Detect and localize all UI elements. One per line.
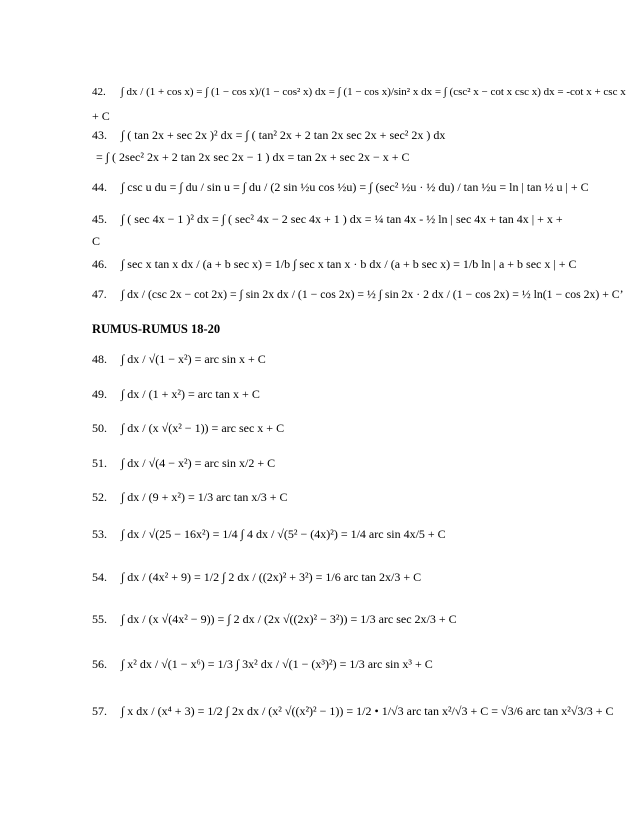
formula-text: ∫ dx / (csc 2x − cot 2x) = ∫ sin 2x dx / (1 − cos 2x) = ½ ∫ sin 2x · 2 dx / (1 − cos 2x) = ½ ln(1 − cos 2x) + C’ — [120, 288, 624, 301]
formula-50 — [92, 421, 284, 435]
formula-45-continued — [92, 234, 100, 248]
formula-43 — [92, 128, 445, 142]
formula-48 — [92, 352, 266, 366]
formula-number: 46. — [92, 257, 107, 271]
formula-number: 56. — [92, 657, 107, 671]
formula-text: ∫ dx / √(25 − 16x²) = 1/4 ∫ 4 dx / √(5² − (4x)²) = 1/4 arc sin 4x/5 + C — [121, 527, 446, 541]
formula-42 — [92, 85, 626, 99]
formula-number: 52. — [92, 490, 107, 504]
formula-52 — [92, 490, 288, 504]
formula-number: 44. — [92, 180, 107, 194]
formula-text: ∫ sec x tan x dx / (a + b sec x) = 1/b ∫ sec x tan x · b dx / (a + b sec x) = 1/b ln | a + b sec x | + C — [121, 257, 577, 271]
formula-text: ∫ dx / √(1 − x²) = arc sin x + C — [121, 352, 266, 366]
formula-number: 49. — [92, 387, 107, 401]
formula-45 — [92, 212, 563, 226]
formula-42-continued — [92, 109, 110, 123]
formula-text: + C — [92, 109, 110, 123]
formula-text: ∫ dx / (x √(x² − 1)) = arc sec x + C — [121, 421, 285, 435]
formula-text: ∫ ( tan 2x + sec 2x )² dx = ∫ ( tan² 2x + 2 tan 2x sec 2x + sec² 2x ) dx — [121, 128, 446, 142]
formula-number: 50. — [92, 421, 107, 435]
formula-number: 51. — [92, 456, 107, 470]
formula-number: 48. — [92, 352, 107, 366]
formula-57 — [92, 704, 614, 718]
formula-number: 57. — [92, 704, 107, 718]
formula-text: ∫ x² dx / √(1 − x⁶) = 1/3 ∫ 3x² dx / √(1 − (x³)²) = 1/3 arc sin x³ + C — [121, 657, 433, 671]
formula-56 — [92, 657, 433, 671]
formula-text: ∫ dx / (9 + x²) = 1/3 arc tan x/3 + C — [121, 490, 288, 504]
formula-text: ∫ ( sec 4x − 1 )² dx = ∫ ( sec² 4x − 2 sec 4x + 1 ) dx = ¼ tan 4x - ½ ln | sec 4x + tan 4x | + x + — [121, 212, 563, 226]
formula-text: ∫ csc u du = ∫ du / sin u = ∫ du / (2 sin ½u cos ½u) = ∫ (sec² ½u · ½ du) / tan ½u = ln | tan ½ u | + C — [121, 180, 589, 194]
formula-53 — [92, 527, 446, 541]
formula-text: ∫ dx / (1 + x²) = arc tan x + C — [121, 387, 260, 401]
formula-text: ∫ dx / (4x² + 9) = 1/2 ∫ 2 dx / ((2x)² + 3²) = 1/6 arc tan 2x/3 + C — [121, 570, 422, 584]
formula-number: 54. — [92, 570, 107, 584]
formula-55 — [92, 612, 457, 626]
formula-number: 55. — [92, 612, 107, 626]
formula-text: = ∫ ( 2sec² 2x + 2 tan 2x sec 2x − 1 ) dx = tan 2x + sec 2x − x + C — [96, 150, 410, 164]
formula-43-continued — [96, 150, 410, 164]
formula-number: 45. — [92, 212, 107, 226]
formula-text: ∫ x dx / (x⁴ + 3) = 1/2 ∫ 2x dx / (x² √((x²)² − 1)) = 1/2 • 1/√3 arc tan x²/√3 + C = √3/6 arc tan x²√3/3 + C — [121, 704, 614, 718]
formula-number: 42. — [92, 86, 106, 98]
formula-text: ∫ dx / (x √(4x² − 9)) = ∫ 2 dx / (2x √((2x)² − 3²)) = 1/3 arc sec 2x/3 + C — [121, 612, 457, 626]
formula-text: ∫ dx / (1 + cos x) = ∫ (1 − cos x)/(1 − cos² x) dx = ∫ (1 − cos x)/sin² x dx = ∫ (csc² x − cot x csc x) dx = -cot x + csc x — [120, 86, 626, 98]
formula-47 — [92, 288, 624, 302]
formula-49 — [92, 387, 260, 401]
section-heading: RUMUS-RUMUS 18-20 — [92, 322, 221, 336]
formula-46 — [92, 257, 577, 271]
formula-number: 53. — [92, 527, 107, 541]
formula-54 — [92, 570, 421, 584]
formula-text: C — [92, 234, 101, 248]
formula-51 — [92, 456, 275, 470]
formula-number: 43. — [92, 128, 107, 142]
formula-text: ∫ dx / √(4 − x²) = arc sin x/2 + C — [121, 456, 276, 470]
formula-44 — [92, 180, 589, 194]
formula-number: 47. — [92, 288, 107, 301]
